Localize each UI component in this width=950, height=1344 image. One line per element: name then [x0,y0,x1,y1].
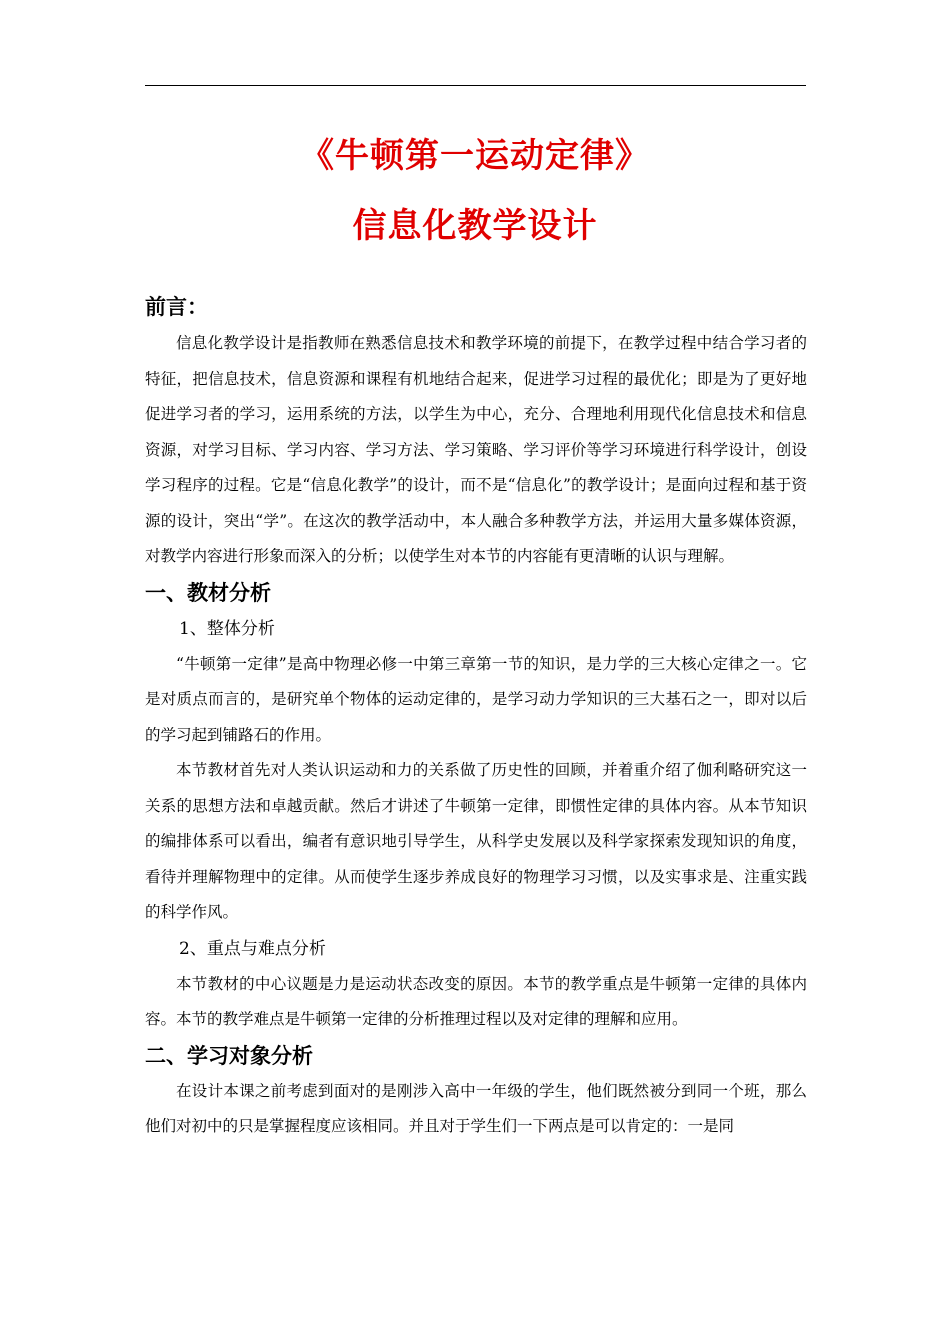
paragraph: 本节教材首先对人类认识运动和力的关系做了历史性的回顾，并着重介绍了伽利略研究这一关系的思想方法和卓越贡献。然后才讲述了牛顿第一定律，即惯性定律的具体内容。从本节知识的编排体系可以看出，编者有意识地引导学生，从科学史发展以及科学家探索发现知识的角度，看待并理解物理中的定律。从而使学生逐步养成良好的物理学习习惯，以及实事求是、注重实践的科学作风。 [145,761,807,921]
document-title: 《牛顿第一运动定律》 [300,136,650,176]
subsection-heading-key-points: 2、重点与难点分析 [179,938,326,959]
subsection-heading-overall-analysis: 1、整体分析 [179,618,275,639]
preface-heading: 前言： [145,295,208,319]
section-heading-learner-analysis: 二、学习对象分析 [145,1043,313,1068]
preface-paragraph: 信息化教学设计是指教师在熟悉信息技术和教学环境的前提下，在教学过程中结合学习者的特征，把信息技术，信息资源和课程有机地结合起来，促进学习过程的最优化；即是为了更好地促进学习者的学习，运用系统的方法，以学生为中心，充分、合理地利用现代化信息技术和信息资源，对学习目标、学习内容、学习方法、学习策略、学习评价等学习环境进行科学设计，创设学习程序的过程。它是“信息化教学”的设计，而不是“信息化”的教学设计；是面向过程和基于资源的设计，突出“学”。在这次的教学活动中，本人融合多种教学方法，并运用大量多媒体资源，对教学内容进行形象而深入的分析；以使学生对本节的内容能有更清晰的认识与理解。 [145,334,807,565]
paragraph: “牛顿第一定律”是高中物理必修一中第三章第一节的知识，是力学的三大核心定律之一。它是对质点而言的，是研究单个物体的运动定律的，是学习动力学知识的三大基石之一，即对以后的学习起到铺路石的作用。 [145,654,807,744]
header-rule [145,85,806,86]
paragraph: 在设计本课之前考虑到面对的是刚涉入高中一年级的学生，他们既然被分到同一个班，那么他们对初中的只是掌握程度应该相同。并且对于学生们一下两点是可以肯定的：一是同 [145,1081,807,1135]
paragraph: 本节教材的中心议题是力是运动状态改变的原因。本节的教学重点是牛顿第一定律的具体内容。本节的教学难点是牛顿第一定律的分析推理过程以及对定律的理解和应用。 [145,974,807,1028]
document-body [145,288,807,1145]
section-heading-textbook-analysis: 一、教材分析 [145,580,271,605]
document-subtitle: 信息化教学设计 [352,206,598,246]
